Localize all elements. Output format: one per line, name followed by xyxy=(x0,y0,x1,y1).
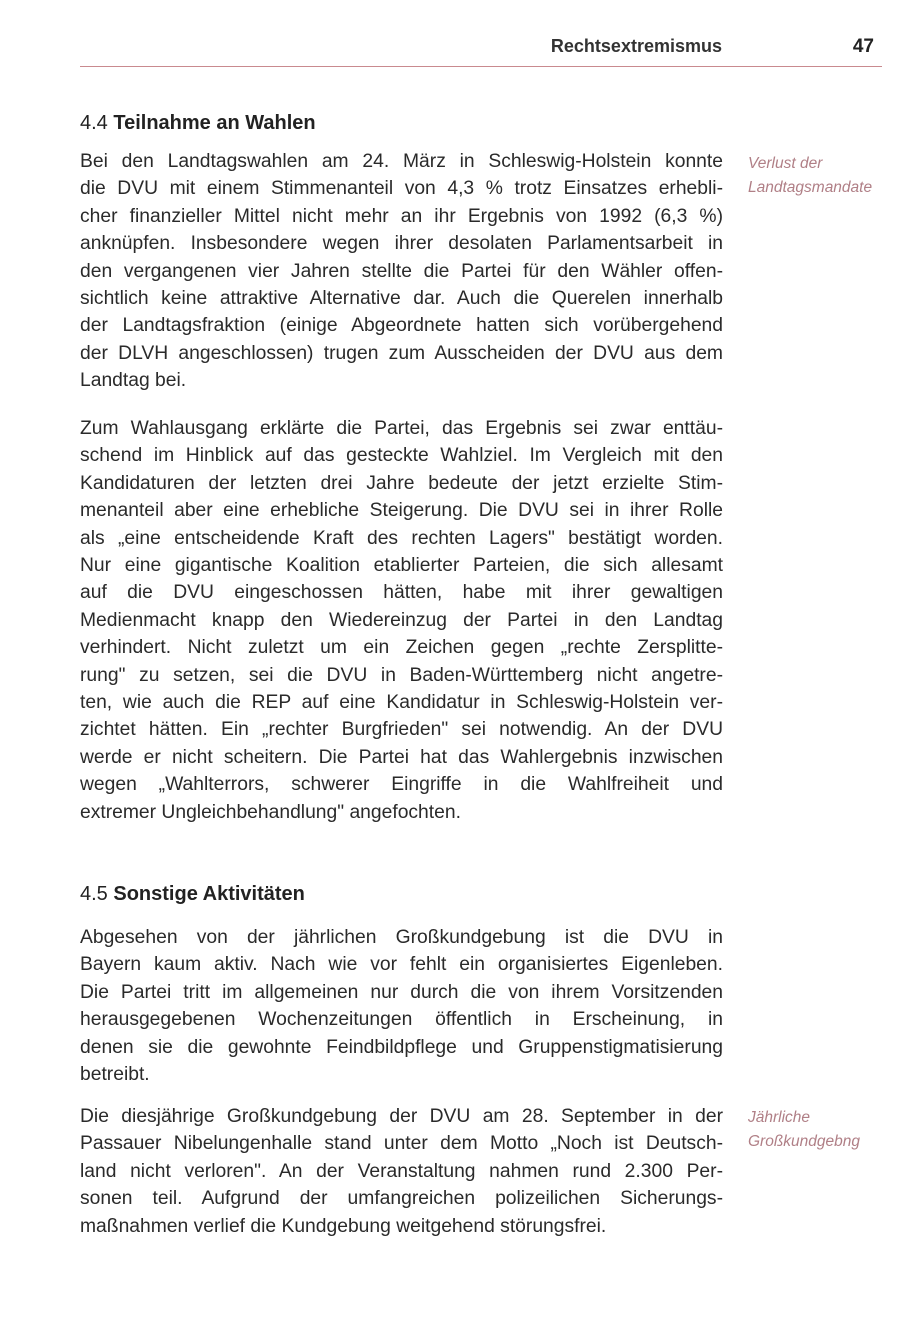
running-title: Rechtsextremismus xyxy=(550,36,722,56)
margin-note-line: Landtagsmandate xyxy=(748,179,873,196)
text-line: sonen teil. Aufgrund der umfangreichen polizeilichen Sicherungs- xyxy=(80,1188,723,1210)
page-number: 47 xyxy=(852,36,874,57)
text-line: rung" zu setzen, sei die DVU in Baden-Württemberg nicht angetre- xyxy=(80,664,723,686)
paragraph-1 xyxy=(80,148,723,395)
text-line: Nur eine gigantische Koalition etablierter Parteien, die sich allesamt xyxy=(80,555,723,577)
margin-note-line: Verlust der xyxy=(748,155,823,172)
paragraph-3 xyxy=(80,924,723,1088)
text-line: die DVU mit einem Stimmenanteil von 4,3 % trotz Einsatzes erhebli- xyxy=(80,178,723,200)
text-line: Die diesjährige Großkundgebung der DVU am 28. September in der xyxy=(80,1106,723,1127)
paragraph-4 xyxy=(80,1103,723,1240)
section-heading-4-4 xyxy=(80,112,316,135)
text-line: Landtag bei. xyxy=(80,370,187,392)
text-line: Kandidaturen der letzten drei Jahre bedeute der jetzt erzielte Stim- xyxy=(80,472,723,494)
text-line: auf die DVU eingeschossen hätten, habe mit ihrer gewaltigen xyxy=(80,582,723,604)
text-line: land nicht verloren". An der Veranstaltung nahmen rund 2.300 Per- xyxy=(80,1160,723,1182)
text-line: anknüpfen. Insbesondere wegen ihrer desolaten Parlamentsarbeit in xyxy=(80,233,723,255)
text-line: Passauer Nibelungenhalle stand unter dem Motto „Noch ist Deutsch- xyxy=(80,1133,723,1155)
text-line: den vergangenen vier Jahren stellte die Partei für den Wähler offen- xyxy=(80,260,723,282)
text-line: werde er nicht scheitern. Die Partei hat das Wahlergebnis inzwischen xyxy=(80,746,723,768)
text-line: verhindert. Nicht zuletzt um ein Zeichen gegen „rechte Zersplitte- xyxy=(80,637,723,659)
section-title: Sonstige Aktivitäten xyxy=(113,883,305,905)
text-line: betreibt. xyxy=(80,1064,150,1086)
section-number: 4.4 xyxy=(80,112,108,134)
text-line: der Landtagsfraktion (einige Abgeordnete hatten sich vorübergehend xyxy=(80,315,723,337)
paragraph-2 xyxy=(80,415,723,826)
text-line: Abgesehen von der jährlichen Großkundgebung ist die DVU in xyxy=(80,927,723,948)
text-line: zichtet hätten. Ein „rechter Burgfrieden" sei notwendig. An der DVU xyxy=(80,719,723,741)
text-line: der DLVH angeschlossen) trugen zum Ausscheiden der DVU aus dem xyxy=(80,342,723,364)
text-line: extremer Ungleichbehandlung" angefochten. xyxy=(80,801,461,823)
text-line: Bayern kaum aktiv. Nach wie vor fehlt ein organisiertes Eigenleben. xyxy=(80,954,723,976)
text-line: als „eine entscheidende Kraft des rechten Lagers" bestätigt worden. xyxy=(80,527,723,549)
text-line: Die Partei tritt im allgemeinen nur durch die von ihrem Vorsitzenden xyxy=(80,981,723,1003)
section-title: Teilnahme an Wahlen xyxy=(113,112,316,134)
text-line: menanteil aber eine erhebliche Steigerung. Die DVU sei in ihrer Rolle xyxy=(80,500,723,522)
margin-note-line: Großkundgebng xyxy=(748,1133,861,1150)
text-line: Zum Wahlausgang erklärte die Partei, das Ergebnis sei zwar enttäu- xyxy=(80,418,723,439)
text-line: cher finanzieller Mittel nicht mehr an ihr Ergebnis von 1992 (6,3 %) xyxy=(80,205,723,227)
text-line: Medienmacht knapp den Wiedereinzug der Partei in den Landtag xyxy=(80,609,723,631)
section-heading-4-5 xyxy=(80,883,305,906)
text-line: herausgegebenen Wochenzeitungen öffentlich in Erscheinung, in xyxy=(80,1009,723,1031)
margin-note-1 xyxy=(748,152,872,200)
text-line: Bei den Landtagswahlen am 24. März in Schleswig-Holstein konnte xyxy=(80,151,723,172)
page-header xyxy=(80,30,882,67)
text-line: sichtlich keine attraktive Alternative dar. Auch die Querelen innerhalb xyxy=(80,288,723,310)
text-line: maßnahmen verlief die Kundgebung weitgehend störungsfrei. xyxy=(80,1215,607,1237)
text-line: wegen „Wahlterrors, schwerer Eingriffe in die Wahlfreiheit und xyxy=(80,774,723,796)
margin-note-2 xyxy=(748,1106,860,1154)
section-number: 4.5 xyxy=(80,883,108,905)
text-line: denen sie die gewohnte Feindbildpflege und Gruppenstigmatisierung xyxy=(80,1036,723,1058)
text-line: ten, wie auch die REP auf eine Kandidatur in Schleswig-Holstein ver- xyxy=(80,692,723,714)
text-line: schend im Hinblick auf das gesteckte Wahlziel. Im Vergleich mit den xyxy=(80,445,723,467)
margin-note-line: Jährliche xyxy=(748,1109,811,1126)
